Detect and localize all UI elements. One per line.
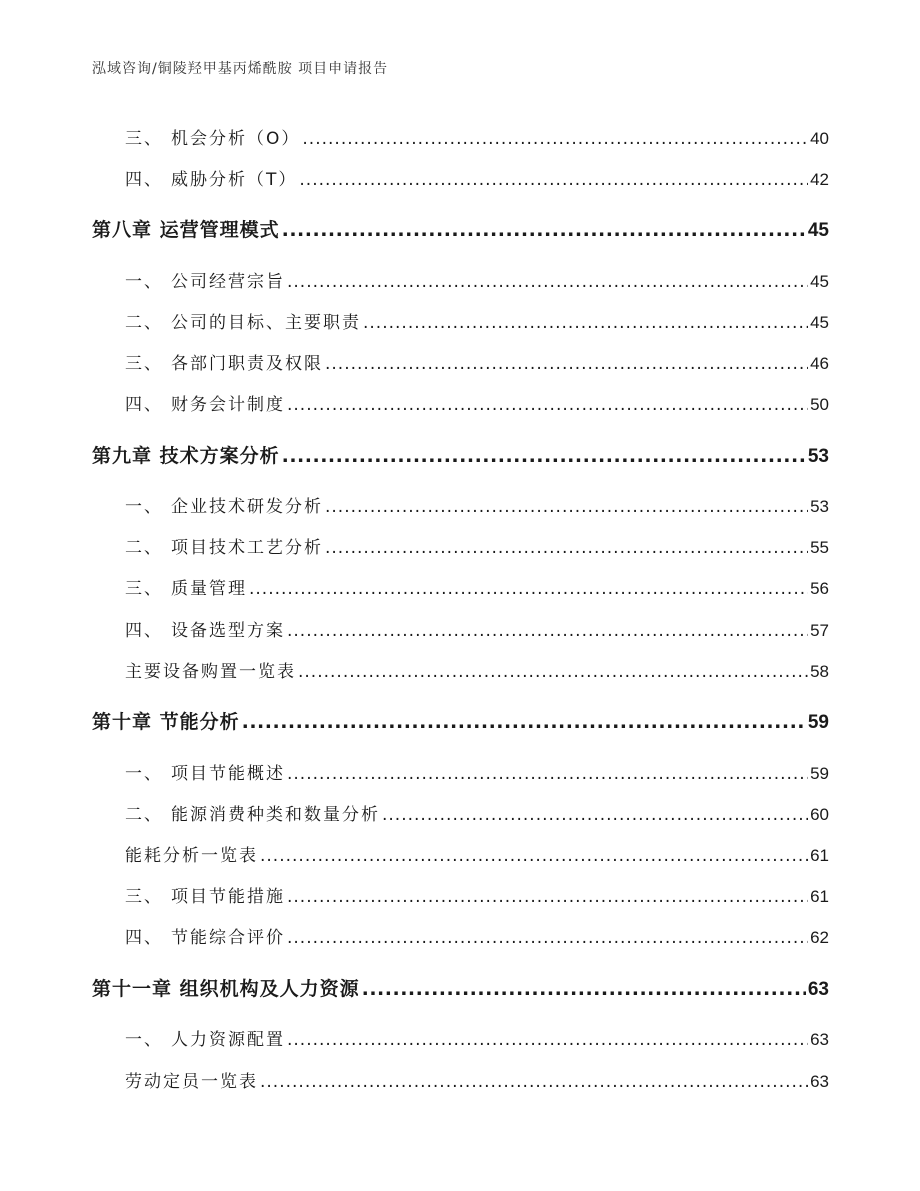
toc-entry-page: 56 [810,579,829,598]
toc-dot-leader [287,395,808,415]
toc-entry-number: 二、 [125,313,163,333]
toc-entry[interactable] [125,349,829,374]
toc-entry-title: 能源消费种类和数量分析 [171,805,380,825]
toc-dot-leader [382,805,808,825]
toc-entry-title: 人力资源配置 [171,1030,285,1050]
toc-entry[interactable] [125,492,829,517]
toc-entry-page: 55 [810,538,829,557]
toc-dot-leader [249,579,808,599]
toc-entry-title: 各部门职责及权限 [171,354,323,374]
toc-chapter-page: 45 [807,220,829,241]
toc-entry-number: 四、 [125,170,163,190]
page-header: 泓域咨询/铜陵羟甲基丙烯酰胺 项目申请报告 [92,61,389,77]
toc-entry-page: 45 [810,272,829,291]
toc-entry-title: 设备选型方案 [171,621,285,641]
toc-entry-page: 61 [810,846,829,865]
toc-entry-page: 58 [810,662,829,681]
toc-chapter-title: 第八章 运营管理模式 [92,219,280,241]
toc-dot-leader [325,497,808,517]
toc-dot-leader [287,887,808,907]
toc-entry-page: 63 [810,1072,829,1091]
toc-entry[interactable] [125,165,829,190]
toc-dot-leader [282,445,806,467]
toc-entry[interactable] [125,800,829,825]
toc-entry-page: 61 [810,887,829,906]
toc-dot-leader [299,170,808,190]
toc-entry-page: 46 [810,354,829,373]
toc-entry-number: 三、 [125,887,163,907]
toc-entry-page: 62 [810,928,829,947]
toc-entry[interactable] [125,267,829,292]
toc-entry-page: 50 [810,395,829,414]
toc-entry-title: 企业技术研发分析 [171,497,323,517]
toc-entry[interactable] [125,1025,829,1050]
toc-dot-leader [302,129,808,149]
toc-dot-leader [287,764,808,784]
toc-entry-title: 主要设备购置一览表 [125,662,296,682]
toc-dot-leader [287,621,808,641]
toc-entry-page: 53 [810,497,829,516]
toc-entry[interactable] [125,923,829,948]
toc-entry[interactable] [125,841,829,866]
toc-entry-page: 59 [810,764,829,783]
toc-entry-number: 四、 [125,621,163,641]
toc-entry[interactable] [125,616,829,641]
toc-chapter-title: 第九章 技术方案分析 [92,445,280,467]
toc-entry-title: 公司的目标、主要职责 [171,313,361,333]
toc-entry-page: 57 [810,621,829,640]
toc-dot-leader [363,313,808,333]
toc-entry-number: 四、 [125,928,163,948]
toc-dot-leader [242,711,806,733]
toc-entry[interactable] [125,574,829,599]
toc-entry-title: 威胁分析（T） [171,170,298,190]
toc-entry-page: 63 [810,1030,829,1049]
toc-dot-leader [287,272,808,292]
toc-entry-number: 三、 [125,579,163,599]
toc-entry[interactable] [125,882,829,907]
toc-entry-number: 一、 [125,272,163,292]
toc-entry-title: 项目技术工艺分析 [171,538,323,558]
toc-entry[interactable] [125,124,829,149]
toc-entry-title: 能耗分析一览表 [125,846,258,866]
toc-dot-leader [325,538,808,558]
toc-chapter-page: 59 [807,712,829,733]
toc-entry[interactable] [125,1067,829,1092]
toc-chapter-title: 第十章 节能分析 [92,711,240,733]
toc-dot-leader [287,1030,808,1050]
toc-dot-leader [282,219,806,241]
toc-entry-title: 机会分析（O） [171,129,301,149]
toc-entry-number: 二、 [125,538,163,558]
toc-entry-number: 一、 [125,1030,163,1050]
toc-entry-page: 42 [810,170,829,189]
toc-entry-page: 40 [810,129,829,148]
toc-entry-page: 45 [810,313,829,332]
toc-dot-leader [325,354,808,374]
toc-entry-number: 二、 [125,805,163,825]
toc-chapter[interactable] [92,215,829,242]
toc-entry-title: 质量管理 [171,579,247,599]
toc-chapter[interactable] [92,974,829,1001]
toc-chapter[interactable] [92,707,829,734]
toc-entry-page: 60 [810,805,829,824]
toc-entry-title: 项目节能概述 [171,764,285,784]
toc-chapter-page: 63 [807,979,829,1000]
toc-entry-title: 项目节能措施 [171,887,285,907]
toc-entry[interactable] [125,390,829,415]
toc-entry-number: 四、 [125,395,163,415]
toc-chapter[interactable] [92,441,829,468]
toc-entry-number: 三、 [125,129,163,149]
toc-entry-title: 节能综合评价 [171,928,285,948]
toc-entry[interactable] [125,759,829,784]
toc-entry[interactable] [125,533,829,558]
toc-entry-number: 一、 [125,764,163,784]
toc-dot-leader [260,1072,808,1092]
toc-chapter-title: 第十一章 组织机构及人力资源 [92,978,360,1000]
toc-entry[interactable] [125,308,829,333]
toc-dot-leader [260,846,808,866]
toc-entry-number: 三、 [125,354,163,374]
toc-entry-number: 一、 [125,497,163,517]
toc-entry-title: 公司经营宗旨 [171,272,285,292]
toc-chapter-page: 53 [807,446,829,467]
toc-dot-leader [362,978,806,1000]
toc-dot-leader [287,928,808,948]
toc-entry-title: 劳动定员一览表 [125,1072,258,1092]
toc-dot-leader [298,662,808,682]
toc-entry-title: 财务会计制度 [171,395,285,415]
toc-entry[interactable] [125,657,829,682]
